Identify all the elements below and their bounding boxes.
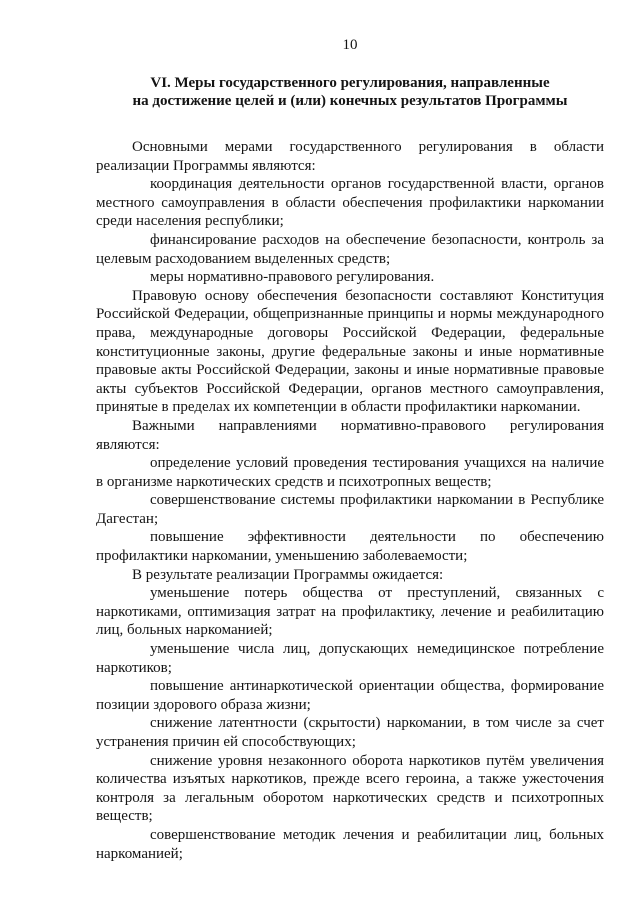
paragraph: Важными направлениями нормативно-правового регулирования являются: [96,417,604,453]
paragraph: Правовую основу обеспечения безопасности составляют Конституция Российской Федерации, общепризнанные принципы и нормы международного права, международные договоры Российской Федерации, федеральные конституционные законы, другие федеральные законы и иные нормативные правовые акты Российской Федерации, законы и иные нормативные правовые акты субъектов Российской Федерации, органов местного самоуправления, принятые в пределах их компетенции в области профилактики наркомании. [96,287,604,416]
paragraph: совершенствование методик лечения и реабилитации лиц, больных наркоманией; [96,826,604,862]
document-body [96,138,604,863]
paragraph: меры нормативно-правового регулирования. [150,269,435,286]
paragraph: снижение уровня незаконного оборота наркотиков путём увеличения количества изъятых наркотиков, прежде всего героина, а также ужесточения контроля за легальным оборотом наркотических средств и психотропных веществ; [96,752,604,825]
paragraph: определение условий проведения тестирования учащихся на наличие в организме наркотических средств и психотропных веществ; [96,455,604,490]
paragraph: повышение эффективности деятельности по обеспечению профилактики наркомании, уменьшению заболеваемости; [96,529,604,565]
paragraph: Основными мерами государственного регулирования в области реализации Программы являются: [96,139,604,174]
paragraph: уменьшение потерь общества от преступлений, связанных с наркотиками, оптимизация затрат на профилактику, лечение и реабилитацию лиц, больных наркоманией; [96,585,604,639]
paragraph: В результате реализации Программы ожидается: [132,566,444,583]
paragraph: снижение латентности (скрытости) наркомании, в том числе за счет устранения причин ей способствующих; [96,715,604,750]
paragraph: повышение антинаркотической ориентации общества, формирование позиции здорового образа жизни; [96,678,604,713]
section-title-line-1: VI. Меры государственного регулирования, направленные [150,75,550,91]
paragraph: совершенствование системы профилактики наркомании в Республике Дагестан; [96,492,604,527]
paragraph: уменьшение числа лиц, допускающих немедицинское потребление наркотиков; [96,641,604,676]
paragraph: координация деятельности органов государственной власти, органов местного самоуправления в области обеспечения профилактики наркомании среди населения республики; [96,176,604,230]
paragraph: финансирование расходов на обеспечение безопасности, контроль за целевым расходованием выделенных средств; [96,231,604,267]
page-number: 10 [342,37,358,53]
section-title-line-2: на достижение целей и (или) конечных результатов Программы [132,93,568,109]
section-title [96,74,604,110]
